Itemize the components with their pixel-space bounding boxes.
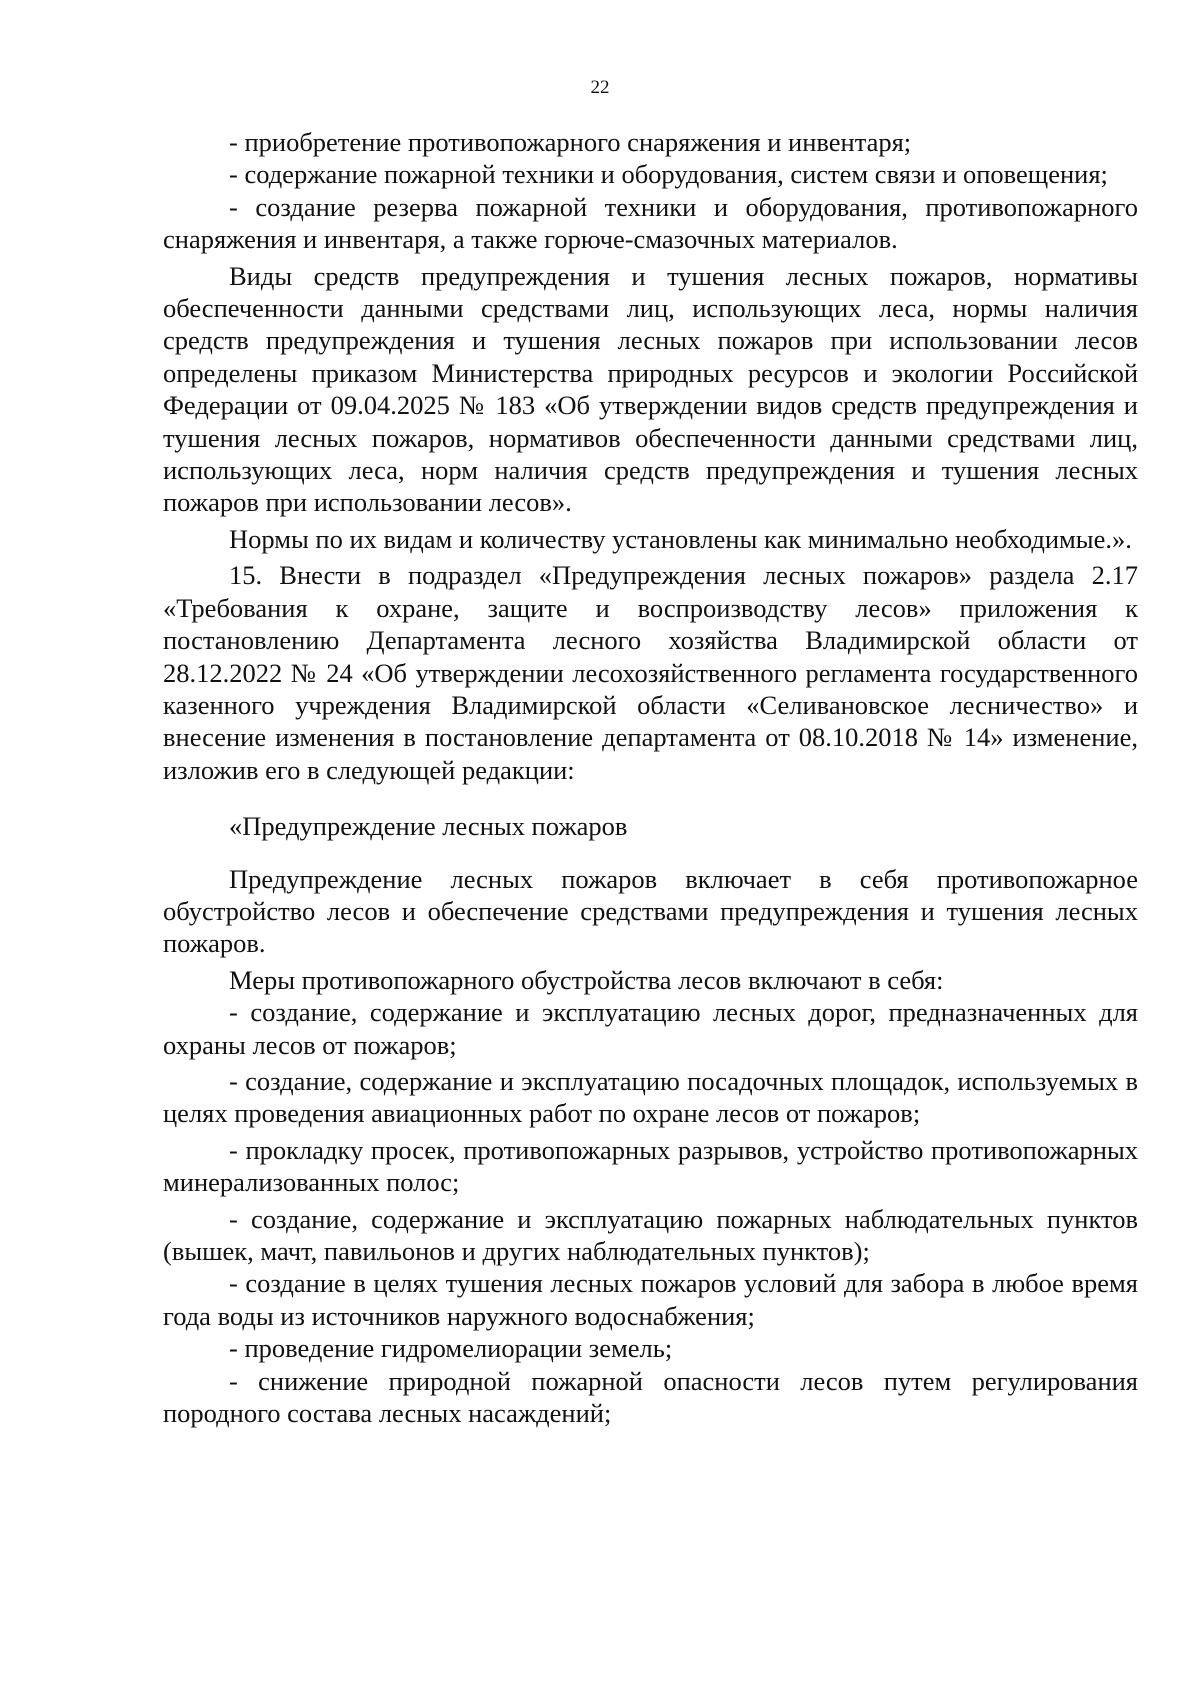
paragraph: Предупреждение лесных пожаров включает в себя противопожарное обустройство лесов и обеспечение средствами предупреждения и тушения лесных пожаров. bbox=[163, 863, 1138, 959]
paragraph-list-item: - создание, содержание и эксплуатацию лесных дорог, предназначенных для охраны лесов от пожаров; bbox=[163, 997, 1138, 1060]
paragraph-item-15: 15. Внести в подраздел «Предупреждения лесных пожаров» раздела 2.17 «Требования к охране, защите и воспроизводству лесов» приложения к постановлению Департамента лесного хозяйства Владимирской области от 28.12.2022 № 24 «Об утверждении лесохозяйственного регламента государственного казенного учреждения Владимирской области «Селивановское лесничество» и внесение изменения в постановление департамента от 08.10.2018 № 14» изменение, изложив его в следующей редакции: bbox=[163, 560, 1138, 785]
paragraph: Нормы по их видам и количеству установлены как минимально необходимые.». bbox=[229, 523, 1132, 554]
page-number: 22 bbox=[590, 77, 610, 98]
section-heading: «Предупреждение лесных пожаров bbox=[229, 811, 628, 842]
paragraph-list-item: - снижение природной пожарной опасности лесов путем регулирования породного состава лесных насаждений; bbox=[163, 1365, 1138, 1429]
paragraph: Меры противопожарного обустройства лесов включают в себя: bbox=[229, 964, 944, 995]
paragraph-list-item: - прокладку просек, противопожарных разрывов, устройство противопожарных минерализованных полос; bbox=[163, 1134, 1138, 1198]
paragraph-list-item: - приобретение противопожарного снаряжения и инвентаря; bbox=[229, 127, 912, 157]
paragraph-list-item: - создание в целях тушения лесных пожаров условий для забора в любое время года воды из источников наружного водоснабжения; bbox=[163, 1268, 1138, 1331]
paragraph-list-item: - создание, содержание и эксплуатацию пожарных наблюдательных пунктов (вышек, мачт, павильонов и других наблюдательных пунктов); bbox=[163, 1203, 1138, 1266]
document-body bbox=[163, 126, 1138, 1429]
paragraph-list-item: - проведение гидромелиорации земель; bbox=[229, 1333, 673, 1364]
paragraph-list-item: - содержание пожарной техники и оборудования, систем связи и оповещения; bbox=[229, 159, 1108, 190]
paragraph-list-item: - создание, содержание и эксплуатацию посадочных площадок, используемых в целях проведения авиационных работ по охране лесов от пожаров; bbox=[163, 1065, 1138, 1129]
paragraph: Виды средств предупреждения и тушения лесных пожаров, нормативы обеспеченности данными средствами лиц, использующих леса, нормы наличия средств предупреждения и тушения лесных пожаров при использовании лесов определены приказом Министерства природных ресурсов и экологии Российской Федерации от 09.04.2025 № 183 «Об утверждении видов средств предупреждения и тушения лесных пожаров, нормативов обеспеченности данными средствами лиц, использующих леса, норм наличия средств предупреждения и тушения лесных пожаров при использовании лесов». bbox=[163, 260, 1138, 518]
paragraph-list-item: - создание резерва пожарной техники и оборудования, противопожарного снаряжения и инвентаря, а также горюче-смазочных материалов. bbox=[163, 191, 1138, 255]
